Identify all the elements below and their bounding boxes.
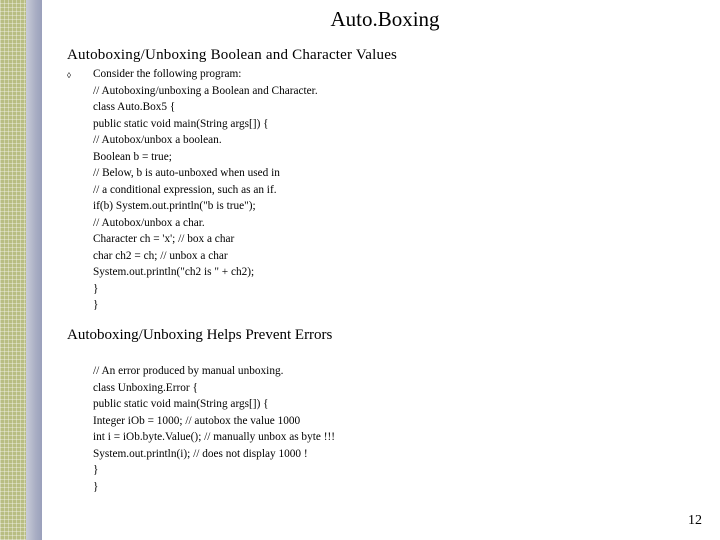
code-line: class Unboxing.Error { (93, 381, 198, 394)
section-heading-boolean-character: Autoboxing/Unboxing Boolean and Character Values (67, 47, 398, 63)
code-line: Character ch = 'x'; // box a char (93, 233, 235, 245)
code-line: // An error produced by manual unboxing. (93, 365, 284, 377)
code-line: // Below, b is auto-unboxed when used in (93, 167, 280, 179)
code-line: // a conditional expression, such as an if. (93, 183, 277, 196)
side-bar-stripe (26, 0, 42, 540)
code-line: } (93, 282, 99, 295)
code-block-prevent-errors (93, 363, 335, 495)
code-line: } (93, 464, 99, 476)
decorative-side-bar (0, 0, 42, 540)
code-line: System.out.println(i); // does not display 1000 ! (93, 447, 308, 460)
code-line: class Auto.Box5 { (93, 101, 176, 113)
code-line: public static void main(String args[]) { (93, 117, 269, 130)
code-line: char ch2 = ch; // unbox a char (93, 249, 228, 262)
code-line: public static void main(String args[]) { (93, 398, 269, 410)
slide-title: Auto.Boxing (330, 7, 440, 31)
code-line: Integer iOb = 1000; // autobox the value 1000 (93, 414, 301, 427)
code-line: System.out.println("ch2 is " + ch2); (93, 266, 255, 278)
code-line: // Autoboxing/unboxing a Boolean and Character. (93, 84, 318, 97)
page-number: 12 (688, 513, 702, 528)
code-line: Consider the following program: (93, 68, 242, 80)
bullet-icon: ◊ (67, 71, 71, 80)
code-line: Boolean b = true; (93, 150, 172, 163)
code-block-boolean-character (93, 66, 318, 314)
code-line: int i = iOb.byte.Value(); // manually unbox as byte !!! (93, 431, 335, 443)
code-line: } (93, 299, 99, 311)
code-line: // Autobox/unbox a boolean. (93, 134, 222, 146)
code-line: } (93, 480, 99, 493)
section-heading-prevent-errors: Autoboxing/Unboxing Helps Prevent Errors (67, 327, 333, 343)
code-line: // Autobox/unbox a char. (93, 216, 205, 229)
code-line: if(b) System.out.println("b is true"); (93, 200, 256, 212)
